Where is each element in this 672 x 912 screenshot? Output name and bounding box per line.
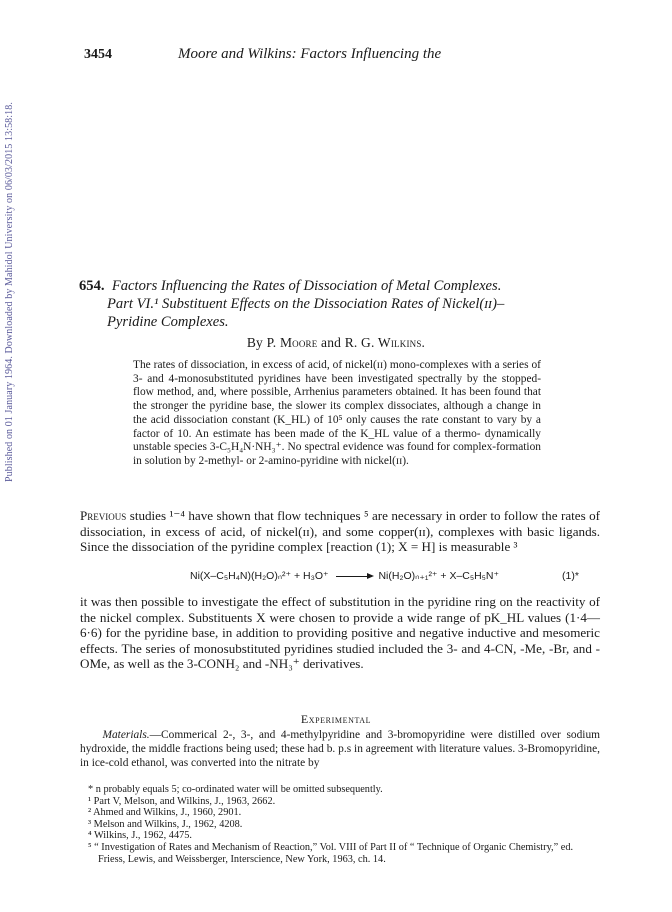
authors-by: By (246, 335, 263, 350)
materials-label: Materials. (102, 729, 150, 741)
equation-right: Ni(H₂O)ₙ₊₁²⁺ + X–C₅H₅N⁺ (378, 570, 500, 582)
footnote: ⁴ Wilkins, J., 1962, 4475. (88, 830, 192, 842)
footnote: * n probably equals 5; co-ordinated water will be omitted subsequently. (88, 784, 383, 795)
abstract-text: The rates of dissociation, in excess of acid, of nickel(ɪɪ) mono-complexes with a series of 3- and 4-monosubstituted pyridines have been investigated spectrally by the stopped-flow method, and, where possible, Arrhenius parameters obtained. It has been found that the stronger the pyridine base, the slower its complex dissociates, although a change in the acid dissociation constant (K_HL) of 10⁵ only causes the rate constant to vary by a factor of 10. An estimate has been made of the K_HL value of a thermo- dynamically unstable species 3-C₅H₄N·NH₃⁺. No spectral evidence was found for complex-formation in solution by 2-methyl- or 2-amino-pyridine with nickel(ɪɪ). (133, 359, 542, 467)
footnotes (80, 784, 600, 865)
authors-and: and (321, 335, 342, 350)
intro-text: studies ¹⁻⁴ have shown that flow techniques ⁵ are necessary in order to follow the rates of dissociation, in excess of acid, of nickel(ɪɪ), and some copper(ɪɪ), complexes with basic ligands. Since the dissociation of the pyridine complex [reaction (1); X = H] is measurable ³ (80, 508, 600, 555)
title-line-1: Factors Influencing the Rates of Dissociation of Metal Complexes. (111, 278, 502, 294)
running-head: Moore and Wilkins: Factors Influencing the (178, 46, 442, 62)
body-paragraph (80, 594, 600, 672)
abstract (133, 359, 541, 469)
equation-number: (1)* (562, 570, 579, 582)
article-title (79, 277, 609, 331)
reaction-equation (190, 570, 499, 582)
reaction-arrow-icon (336, 576, 372, 577)
footnote: ⁵ “ Investigation of Rates and Mechanism of Reaction,” Vol. VIII of Part II of “ Technique of Organic Chemistry,” ed. Friess, Lewis, and Weissberger, Interscience, New York, 1963, ch. 14. (88, 841, 574, 865)
materials-paragraph (80, 728, 600, 770)
author-2: R. G. Wilkins. (344, 335, 426, 350)
page-number: 3454 (84, 47, 112, 62)
title-line-2: Part VI.¹ Substituent Effects on the Dissociation Rates of Nickel(ɪɪ)– (107, 296, 505, 312)
article-number: 654. (79, 278, 105, 294)
footnote: ³ Melson and Wilkins, J., 1962, 4208. (88, 818, 243, 830)
section-heading: Experimental (300, 712, 372, 726)
intro-paragraph (80, 508, 600, 555)
materials-text: —Commerical 2-, 3-, and 4-methylpyridine and 3-bromopyridine were distilled over sodium hydroxide, the middle fractions being used; these had b. p.s in agreement with literature values. 3-Bromopyridine, in ice-cold ethanol, was converted into the nitrate by (80, 729, 600, 769)
equation-left: Ni(X–C₅H₄N)(H₂O)ₙ²⁺ + H₃O⁺ (190, 570, 329, 582)
publication-sidebar-note[interactable]: Published on 01 January 1964. Downloaded by Mahidol University on 06/03/2015 13:58:18. (4, 102, 15, 482)
authors-line (0, 335, 672, 351)
title-line-3: Pyridine Complexes. (107, 314, 229, 330)
footnote: ¹ Part V, Melson, and Wilkins, J., 1963, 2662. (88, 795, 276, 807)
author-1: P. Moore (266, 335, 318, 350)
intro-lead: Previous (80, 508, 127, 523)
footnote: ² Ahmed and Wilkins, J., 1960, 2901. (88, 807, 242, 819)
body-text: it was then possible to investigate the effect of substitution in the pyridine ring on the reactivity of the nickel complex. Substituents X were chosen to provide a wide range of pK_HL values (1·4—6·6) for the pyridine base, in addition to providing positive and negative inductive and mesomeric effects. The series of monosubstituted pyridines studied included the 3- and 4-CN, -Me, -Br, and -OMe, as well as the 3-CONH₂ and -NH₃⁺ derivatives. (80, 594, 600, 672)
